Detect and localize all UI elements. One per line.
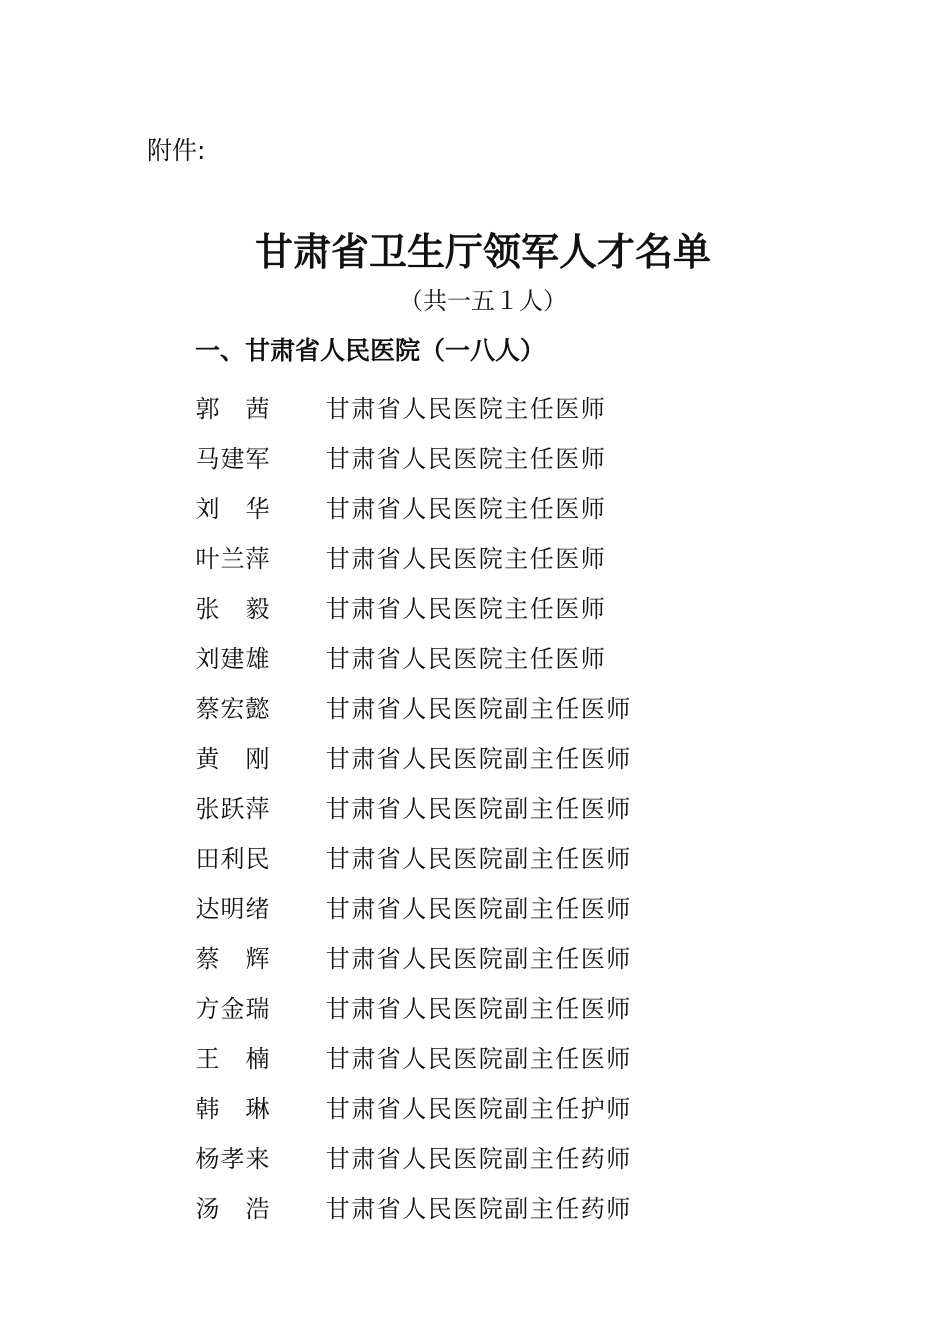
person-title: 甘肃省人民医院主任医师 xyxy=(325,444,605,473)
person-title: 甘肃省人民医院副主任医师 xyxy=(325,994,631,1023)
person-title: 甘肃省人民医院主任医师 xyxy=(325,594,605,623)
person-name: 汤 浩 xyxy=(195,1194,270,1223)
person-name: 马建军 xyxy=(195,444,270,473)
person-title: 甘肃省人民医院主任医师 xyxy=(325,494,605,523)
person-row xyxy=(195,1131,795,1181)
person-row xyxy=(195,481,795,531)
person-row xyxy=(195,931,795,981)
person-title: 甘肃省人民医院副主任医师 xyxy=(325,844,631,873)
person-row xyxy=(195,631,795,681)
person-name: 刘建雄 xyxy=(195,644,270,673)
person-row xyxy=(195,531,795,581)
person-title: 甘肃省人民医院副主任医师 xyxy=(325,894,631,923)
person-title: 甘肃省人民医院主任医师 xyxy=(325,644,605,673)
person-name: 杨孝来 xyxy=(195,1144,270,1173)
person-name: 王 楠 xyxy=(195,1044,270,1073)
person-title: 甘肃省人民医院副主任医师 xyxy=(325,794,631,823)
person-row xyxy=(195,731,795,781)
person-name: 刘 华 xyxy=(195,494,270,523)
person-title: 甘肃省人民医院副主任护师 xyxy=(325,1094,631,1123)
person-title: 甘肃省人民医院副主任药师 xyxy=(325,1144,631,1173)
person-row xyxy=(195,581,795,631)
person-name: 叶兰萍 xyxy=(195,544,270,573)
attachment-label: 附件: xyxy=(147,136,206,165)
document-title: 甘肃省卫生厅领军人才名单 xyxy=(254,230,711,274)
person-row xyxy=(195,1031,795,1081)
person-title: 甘肃省人民医院主任医师 xyxy=(325,394,605,423)
person-title: 甘肃省人民医院副主任药师 xyxy=(325,1194,631,1223)
person-row xyxy=(195,981,795,1031)
person-row xyxy=(195,431,795,481)
person-row xyxy=(195,1181,795,1231)
person-title: 甘肃省人民医院副主任医师 xyxy=(325,694,631,723)
person-row xyxy=(195,381,795,431)
person-title: 甘肃省人民医院主任医师 xyxy=(325,544,605,573)
section-heading: 一、甘肃省人民医院（一八人） xyxy=(195,336,546,365)
person-row xyxy=(195,681,795,731)
person-name: 达明绪 xyxy=(195,894,270,923)
person-name: 黄 刚 xyxy=(195,744,270,773)
person-name: 蔡 辉 xyxy=(195,944,270,973)
person-name: 蔡宏懿 xyxy=(195,694,270,723)
person-row xyxy=(195,1081,795,1131)
person-row xyxy=(195,831,795,881)
person-name: 张 毅 xyxy=(195,594,270,623)
person-list xyxy=(195,381,795,1231)
person-title: 甘肃省人民医院副主任医师 xyxy=(325,744,631,773)
person-row xyxy=(195,881,795,931)
person-name: 田利民 xyxy=(195,844,270,873)
person-name: 韩 琳 xyxy=(195,1094,270,1123)
person-title: 甘肃省人民医院副主任医师 xyxy=(325,1044,631,1073)
person-name: 张跃萍 xyxy=(195,794,270,823)
person-name: 方金瑞 xyxy=(195,994,270,1023)
person-name: 郭 茜 xyxy=(195,394,270,423)
document-subtitle: （共一五１人） xyxy=(399,287,567,315)
person-title: 甘肃省人民医院副主任医师 xyxy=(325,944,631,973)
person-row xyxy=(195,781,795,831)
